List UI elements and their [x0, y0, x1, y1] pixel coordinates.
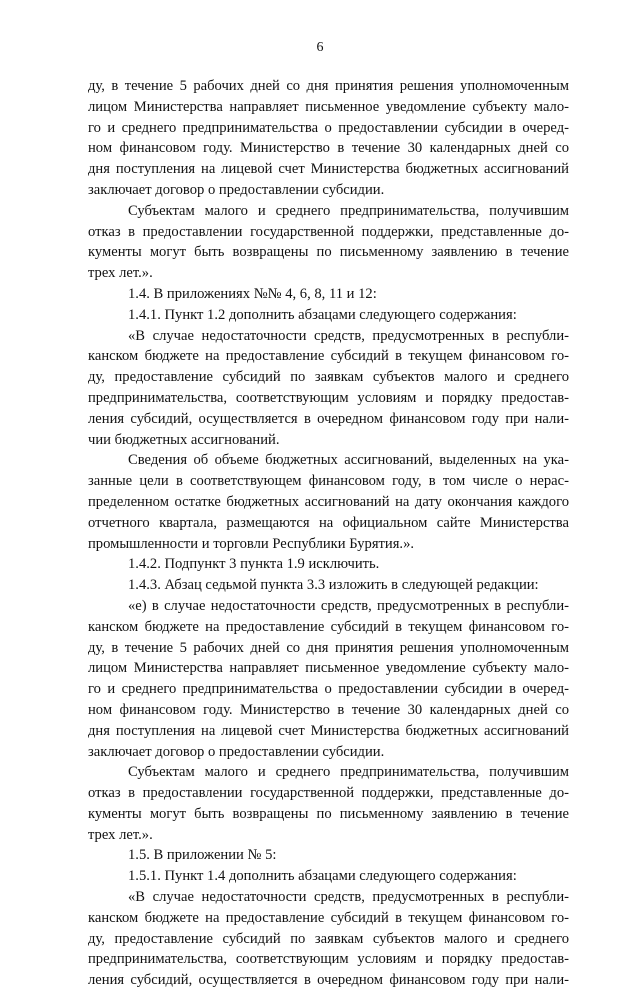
text-line: ду, в течение 5 рабочих дней со дня принятия решения уполномоченным	[88, 639, 569, 656]
text-line: «В случае недостаточности средств, предусмотренных в республи-	[128, 889, 569, 906]
text-line: отказ в предоставлении государственной поддержки, представленные до-	[88, 785, 569, 802]
text-line: ления субсидий, осуществляется в очередном финансовом году при нали-	[88, 410, 569, 427]
page-number: 6	[316, 40, 324, 55]
text-line: заключает договор о предоставлении субсидии.	[88, 743, 385, 760]
text-line: 1.4.3. Абзац седьмой пункта 3.3 изложить в следующей редакции:	[128, 577, 539, 594]
text-line: ном финансовом году. Министерство в течение 30 календарных дней со	[88, 701, 569, 718]
text-line: дня поступления на лицевой счет Министерства бюджетных ассигнований	[88, 722, 569, 739]
text-line: канском бюджете на предоставление субсидий в текущем финансовом го-	[88, 618, 569, 635]
text-line: 1.4.2. Подпункт 3 пункта 1.9 исключить.	[128, 556, 380, 573]
text-line: кументы могут быть возвращены по письменному заявлению в течение	[88, 244, 569, 261]
document-body	[88, 76, 569, 991]
text-line: ду, предоставление субсидий по заявкам субъектов малого и среднего	[88, 369, 569, 386]
text-line: Субъектам малого и среднего предпринимательства, получившим	[128, 202, 569, 219]
text-line: ления субсидий, осуществляется в очередном финансовом году при нали-	[88, 972, 569, 989]
text-line: ном финансовом году. Министерство в течение 30 календарных дней со	[88, 140, 569, 157]
text-line: Субъектам малого и среднего предпринимательства, получившим	[128, 764, 569, 781]
text-line: 1.5.1. Пункт 1.4 дополнить абзацами следующего содержания:	[128, 868, 517, 885]
text-line: ду, в течение 5 рабочих дней со дня принятия решения уполномоченным	[88, 78, 569, 94]
text-line: предпринимательства, соответствующим условиям и порядку предостав-	[88, 951, 569, 968]
text-line: канском бюджете на предоставление субсидий в текущем финансовом го-	[88, 909, 569, 926]
text-line: «е) в случае недостаточности средств, предусмотренных в республи-	[128, 597, 569, 614]
text-line: 1.4. В приложениях №№ 4, 6, 8, 11 и 12:	[128, 285, 377, 302]
text-line: «В случае недостаточности средств, предусмотренных в республи-	[128, 327, 569, 344]
text-line: трех лет.».	[88, 265, 153, 282]
text-line: 1.4.1. Пункт 1.2 дополнить абзацами следующего содержания:	[128, 306, 517, 323]
text-line: го и среднего предпринимательства о предоставлении субсидии в очеред-	[88, 119, 569, 136]
text-line: лицом Министерства направляет письменное уведомление субъекту мало-	[88, 98, 569, 115]
text-line: отчетного квартала, размещаются на официальном сайте Министерства	[88, 514, 569, 531]
text-line: канском бюджете на предоставление субсидий в текущем финансовом го-	[88, 348, 569, 365]
text-line: пределенном остатке бюджетных ассигнований на дату окончания каждого	[88, 493, 569, 510]
text-line: 1.5. В приложении № 5:	[128, 847, 277, 864]
text-line: го и среднего предпринимательства о предоставлении субсидии в очеред-	[88, 681, 569, 698]
text-line: трех лет.».	[88, 826, 153, 843]
text-line: промышленности и торговли Республики Бурятия.».	[88, 535, 415, 552]
text-line: Сведения об объеме бюджетных ассигнований, выделенных на ука-	[128, 452, 569, 469]
text-line: кументы могут быть возвращены по письменному заявлению в течение	[88, 805, 569, 822]
text-line: лицом Министерства направляет письменное уведомление субъекту мало-	[88, 660, 569, 677]
text-line: дня поступления на лицевой счет Министерства бюджетных ассигнований	[88, 161, 569, 178]
text-line: ду, предоставление субсидий по заявкам субъектов малого и среднего	[88, 930, 569, 947]
text-line: чии бюджетных ассигнований.	[88, 431, 280, 448]
text-line: заключает договор о предоставлении субсидии.	[88, 181, 385, 198]
text-line: отказ в предоставлении государственной поддержки, представленные до-	[88, 223, 569, 240]
text-line: занные цели в соответствующем финансовом году, в том числе о нерас-	[88, 473, 569, 490]
text-line: предпринимательства, соответствующим условиям и порядку предостав-	[88, 389, 569, 406]
